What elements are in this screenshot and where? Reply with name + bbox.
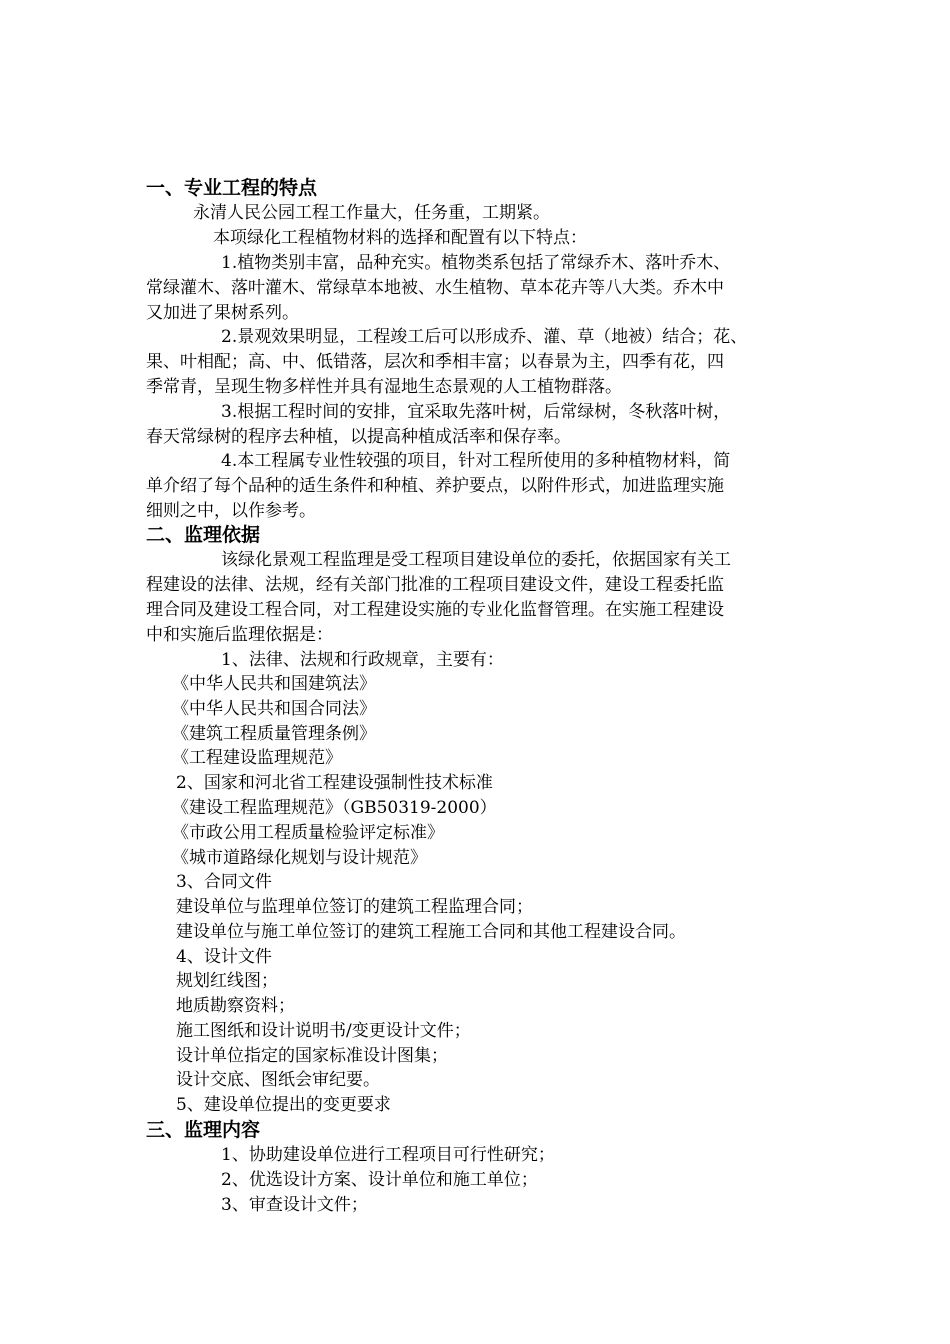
paragraph-line: 理合同及建设工程合同，对工程建设实施的专业化监督管理。在实施工程建设 xyxy=(146,600,724,620)
list-item: 施工图纸和设计说明书/变更设计文件； xyxy=(176,1021,471,1041)
list-item: 3、合同文件 xyxy=(176,872,272,892)
list-item: 《市政公用工程质量检验评定标准》 xyxy=(172,823,444,843)
list-item: 1、法律、法规和行政规章，主要有： xyxy=(221,650,504,670)
paragraph-line: 果、叶相配；高、中、低错落，层次和季相丰富；以春景为主，四季有花，四 xyxy=(146,352,724,372)
paragraph-line: 春天常绿树的程序去种植，以提高种植成活率和保存率。 xyxy=(146,427,571,447)
paragraph-line: 该绿化景观工程监理是受工程项目建设单位的委托，依据国家有关工 xyxy=(221,550,731,570)
list-item: 2、优选设计方案、设计单位和施工单位； xyxy=(221,1170,538,1190)
paragraph-line: 2.景观效果明显，工程竣工后可以形成乔、灌、草（地被）结合；花、 xyxy=(221,327,748,347)
list-item: 地质勘察资料； xyxy=(176,996,295,1016)
paragraph-line: 中和实施后监理依据是： xyxy=(146,625,333,645)
paragraph-line: 永清人民公园工程工作量大，任务重，工期紧。 xyxy=(193,203,550,223)
list-item: 5、建设单位提出的变更要求 xyxy=(176,1095,391,1115)
section-1-heading: 一、专业工程的特点 xyxy=(146,177,318,199)
list-item: 规划红线图； xyxy=(176,971,278,991)
paragraph-line: 又加进了果树系列。 xyxy=(146,303,299,323)
list-item: 3、审查设计文件； xyxy=(221,1195,368,1215)
paragraph-line: 细则之中，以作参考。 xyxy=(146,501,316,521)
section-2-heading: 二、监理依据 xyxy=(146,524,261,546)
list-item: 《中华人民共和国建筑法》 xyxy=(172,674,376,694)
paragraph-line: 本项绿化工程植物材料的选择和配置有以下特点： xyxy=(213,228,587,248)
paragraph-line: 常绿灌木、落叶灌木、常绿草本地被、水生植物、草本花卉等八大类。乔木中 xyxy=(146,278,724,298)
list-item: 设计交底、图纸会审纪要。 xyxy=(176,1070,380,1090)
list-item: 1、协助建设单位进行工程项目可行性研究； xyxy=(221,1145,555,1165)
list-item: 《城市道路绿化规划与设计规范》 xyxy=(172,848,427,868)
list-item: 《中华人民共和国合同法》 xyxy=(172,699,376,719)
paragraph-line: 程建设的法律、法规，经有关部门批准的工程项目建设文件，建设工程委托监 xyxy=(146,575,724,595)
paragraph-line: 1.植物类别丰富，品种充实。植物类系包括了常绿乔木、落叶乔木、 xyxy=(221,253,731,273)
section-3-heading: 三、监理内容 xyxy=(146,1119,261,1141)
paragraph-line: 单介绍了每个品种的适生条件和种植、养护要点，以附件形式，加进监理实施 xyxy=(146,476,724,496)
list-item: 《工程建设监理规范》 xyxy=(172,748,342,768)
paragraph-line: 4.本工程属专业性较强的项目，针对工程所使用的多种植物材料，简 xyxy=(221,451,731,471)
list-item: 建设单位与监理单位签订的建筑工程监理合同； xyxy=(176,897,533,917)
list-item: 《建设工程监理规范》（GB50319-2000） xyxy=(172,798,497,818)
list-item: 《建筑工程质量管理条例》 xyxy=(172,724,376,744)
paragraph-line: 3.根据工程时间的安排，宜采取先落叶树，后常绿树，冬秋落叶树， xyxy=(221,402,731,422)
list-item: 建设单位与施工单位签订的建筑工程施工合同和其他工程建设合同。 xyxy=(176,922,686,942)
list-item: 设计单位指定的国家标准设计图集； xyxy=(176,1046,448,1066)
list-item: 4、设计文件 xyxy=(176,947,272,967)
list-item: 2、国家和河北省工程建设强制性技术标准 xyxy=(176,773,493,793)
paragraph-line: 季常青，呈现生物多样性并具有湿地生态景观的人工植物群落。 xyxy=(146,377,622,397)
